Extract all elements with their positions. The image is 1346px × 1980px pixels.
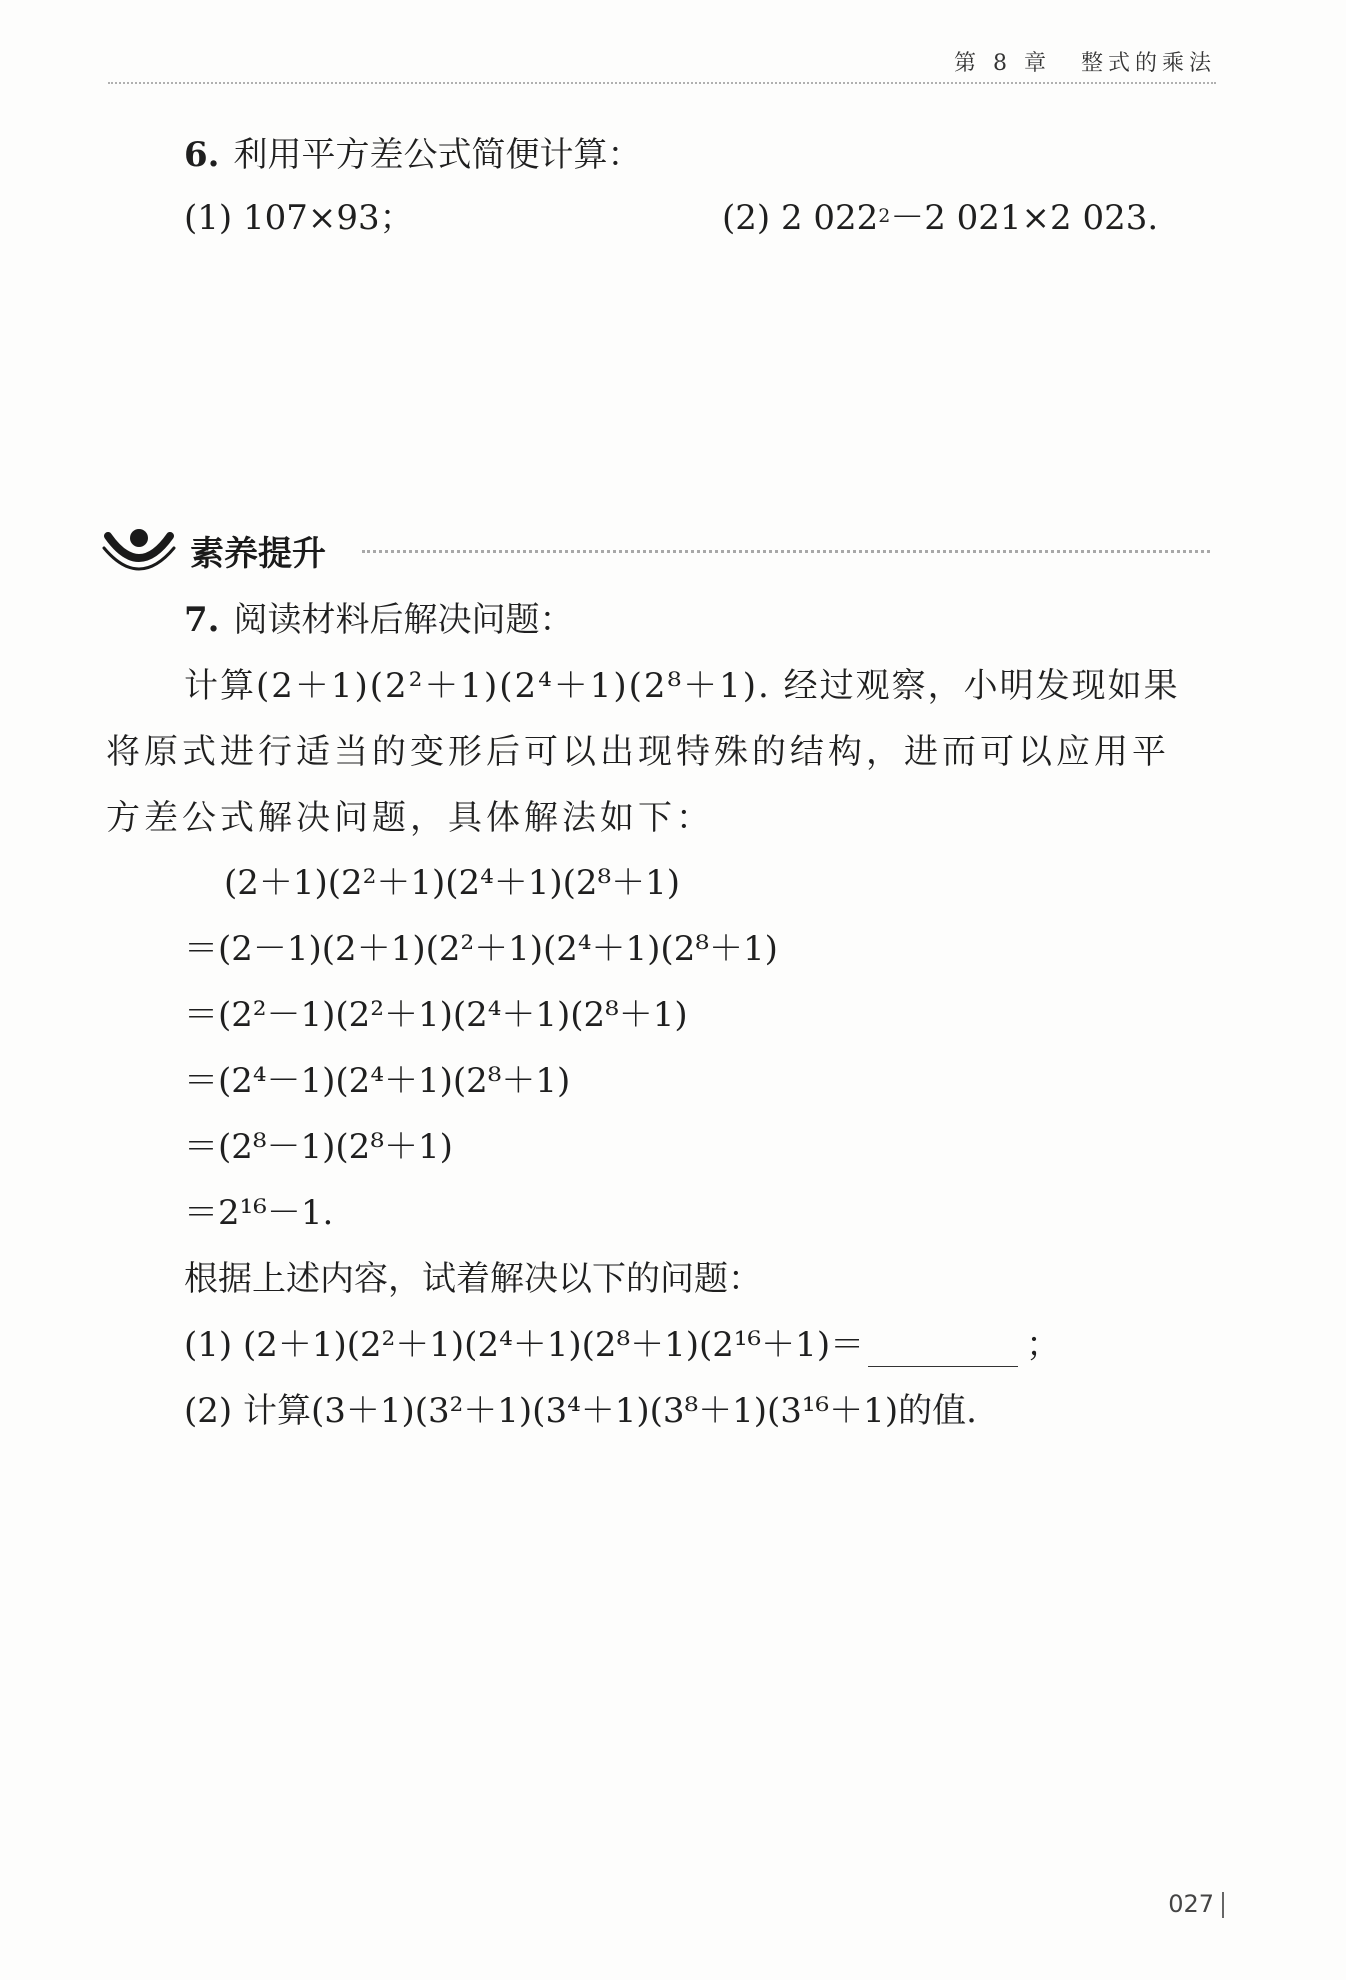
q7-step-4: ＝(2⁸－1)(2⁸＋1) bbox=[184, 1127, 453, 1167]
page-number: 027 bbox=[1168, 1890, 1214, 1918]
q7-step-1: ＝(2－1)(2＋1)(2²＋1)(2⁴＋1)(2⁸＋1) bbox=[184, 929, 778, 969]
q6-part-2-rest: －2 021×2 023. bbox=[890, 198, 1159, 238]
q7-intro-line-1: 计算(2＋1)(2²＋1)(2⁴＋1)(2⁸＋1). 经过观察，小明发现如果 bbox=[184, 666, 1180, 706]
chapter-label: 第 8 章 bbox=[954, 51, 1051, 76]
header-divider bbox=[108, 82, 1216, 84]
q6-part-1: (1) 107×93； bbox=[184, 198, 414, 238]
page-number-bar bbox=[1222, 1892, 1224, 1918]
q7-step-2: ＝(2²－1)(2²＋1)(2⁴＋1)(2⁸＋1) bbox=[184, 995, 688, 1035]
q7-step-5: ＝2¹⁶－1. bbox=[184, 1193, 334, 1233]
q6-part-2-exponent: 2 bbox=[878, 206, 891, 228]
section-divider bbox=[362, 550, 1210, 553]
q6-title-line bbox=[184, 133, 642, 177]
q7-subquestion-1 bbox=[184, 1323, 1060, 1367]
q6-title: 利用平方差公式简便计算： bbox=[233, 135, 642, 175]
chapter-title: 整式的乘法 bbox=[1080, 51, 1216, 76]
q7-prompt: 根据上述内容，试着解决以下的问题： bbox=[184, 1259, 762, 1299]
q7-title: 阅读材料后解决问题： bbox=[233, 600, 574, 640]
q7-intro-line-3: 方差公式解决问题，具体解法如下： bbox=[106, 798, 714, 838]
q7-intro-line-2: 将原式进行适当的变形后可以出现特殊的结构，进而可以应用平 bbox=[106, 732, 1170, 772]
q7-sub1-end: ； bbox=[1026, 1325, 1061, 1365]
q6-part-2 bbox=[722, 196, 1158, 246]
running-header bbox=[954, 46, 1216, 77]
q6-number: 6. bbox=[184, 135, 220, 175]
answer-blank[interactable] bbox=[868, 1330, 1018, 1367]
q7-subquestion-2: (2) 计算(3＋1)(3²＋1)(3⁴＋1)(3⁸＋1)(3¹⁶＋1)的值. bbox=[184, 1391, 977, 1431]
q7-sub1-text: (1) (2＋1)(2²＋1)(2⁴＋1)(2⁸＋1)(2¹⁶＋1)＝ bbox=[184, 1325, 865, 1365]
concentric-arc-logo-icon bbox=[102, 524, 176, 576]
q6-part-2-base: (2) 2 022 bbox=[722, 198, 879, 238]
q7-number: 7. bbox=[184, 600, 220, 640]
q7-step-0: (2＋1)(2²＋1)(2⁴＋1)(2⁸＋1) bbox=[224, 863, 681, 903]
q7-title-line bbox=[184, 598, 574, 642]
section-title: 素养提升 bbox=[190, 534, 326, 574]
q7-step-3: ＝(2⁴－1)(2⁴＋1)(2⁸＋1) bbox=[184, 1061, 571, 1101]
